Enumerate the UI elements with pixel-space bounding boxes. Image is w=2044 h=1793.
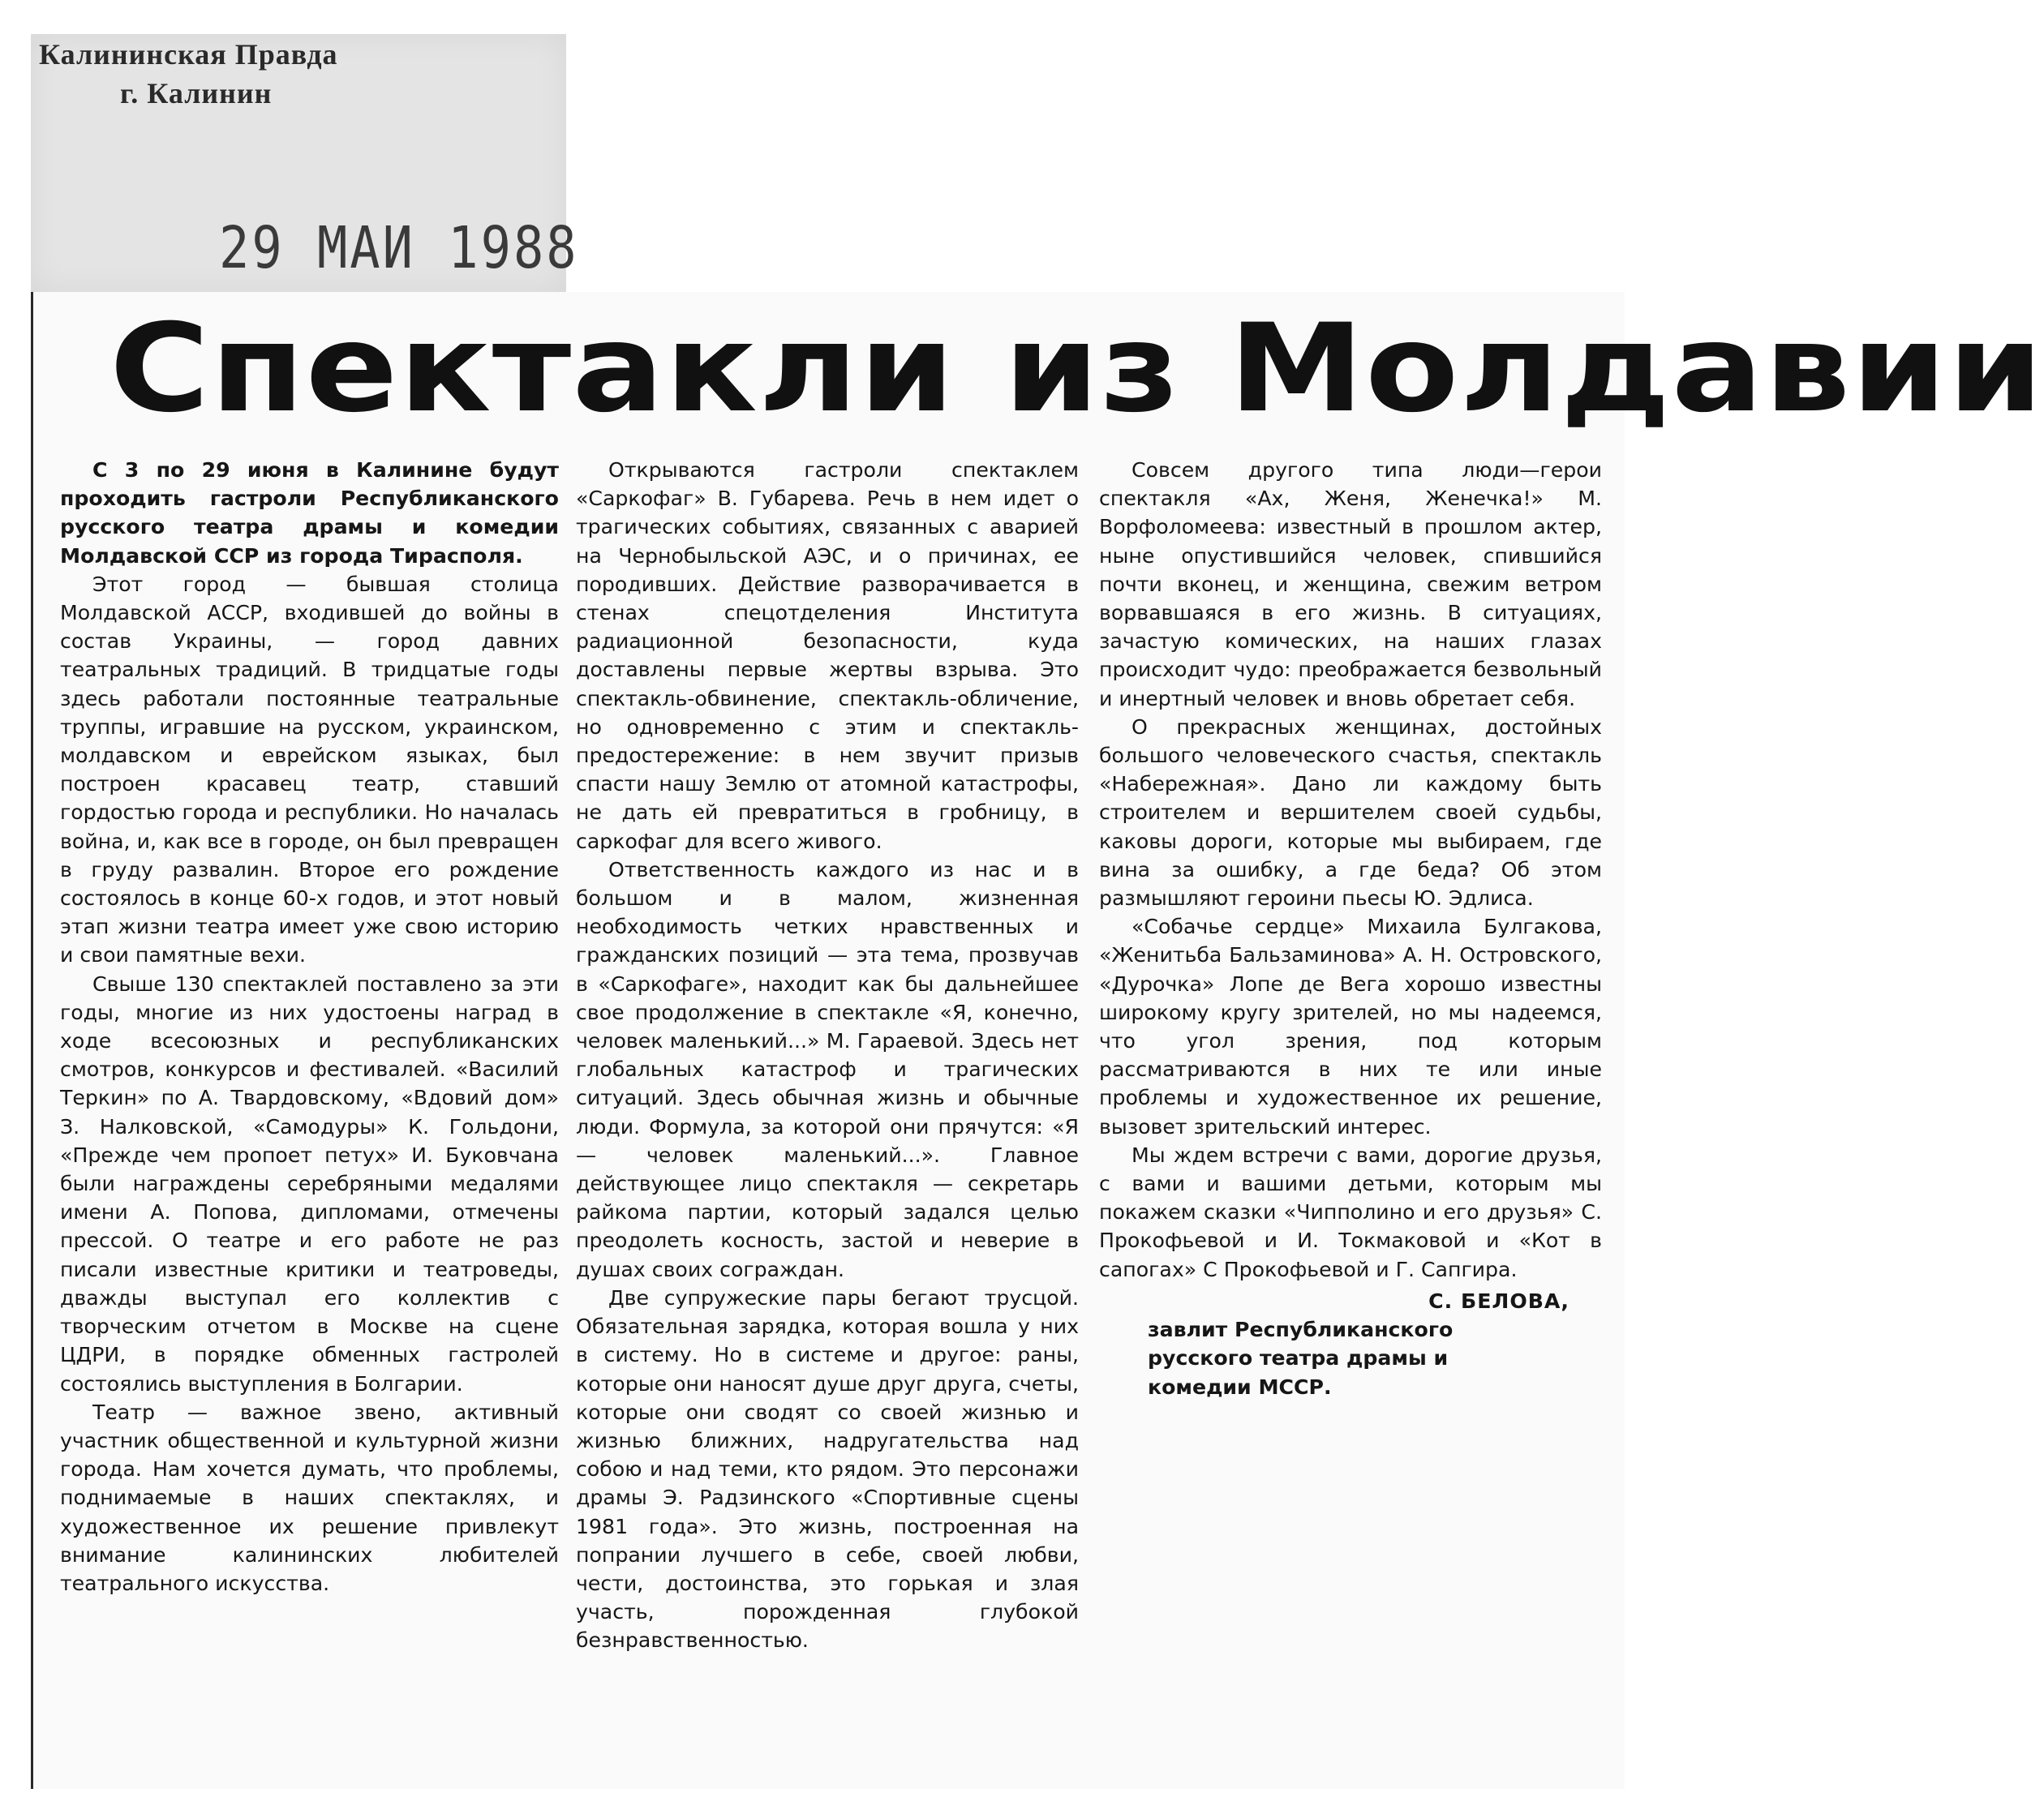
article-paragraph: Ответственность каждого из нас и в большом и в малом, жизненная необходимость четких нравственных и гражданских позиций — эта тема, прозвучав в «Саркофаге», находит как бы дальнейшее свое продолжение в спектакле «Я, конечно, человек маленький...» М. Гараевой. Здесь нет глобальных катастроф и трагических ситуаций. Здесь обычная жизнь и обычные люди. Формула, за которой они прячутся: «Я — человек маленький...». Главное действующее лицо спектакля — секретарь райкома партии, который задался целью преодолеть косность, застой и неверие в душах своих сограждан. [576, 857, 1079, 1281]
article-headline: Спектакли из Молдавии [110, 298, 2044, 440]
article-paragraph: Этот город — бывшая столица Молдавской АССР, входившей до войны в состав Украины, — город давних театральных традиций. В тридцатые годы здесь работали постоянные театральные труппы, игравшие на русском, украинском, молдавском и еврейском языках, был построен красавец театр, ставший гордостью города и республики. Но началась война, и, как все в городе, он был превращен в груду развалин. Второе его рождение состоялось в конце 60-х годов, и этот новый этап жизни театра имеет уже свою историю и свои памятные вехи. [60, 572, 559, 967]
article-paragraph: Открываются гастроли спектаклем «Саркофаг» В. Губарева. Речь в нем идет о трагических событиях, связанных с аварией на Чернобыльской АЭС, и о причинах, ее породивших. Действие разворачивается в стенах спецотделения Института радиационной безопасности, куда доставлены первые жертвы взрыва. Это спектакль-обвинение, спектакль-обличение, но одновременно с этим и спектакль-предостережение: в нем звучит призыв спасти нашу Землю от атомной катастрофы, не дать ей превратиться в гробницу, в саркофаг для всего живого. [576, 458, 1079, 853]
author-title: завлит Республиканского русского театра драмы и комедии МССР. [1148, 1318, 1454, 1399]
article-column-1 [60, 456, 559, 1598]
date-stamp: 29 МАИ 1988 [219, 213, 579, 282]
author-signature: С. БЕЛОВА, [1428, 1289, 1570, 1313]
article-paragraph: Мы ждем встречи с вами, дорогие друзья, с вами и вашими детьми, которым мы покажем сказки «Чипполино и его друзья» С. Прокофьевой и И. Токмаковой и «Кот в сапогах» С Прокофьевой и Г. Сапгира. [1099, 1143, 1602, 1281]
article-paragraph: Две супружеские пары бегают трусцой. Обязательная зарядка, которая вошла у них в систему. Но в системе и другое: раны, которые они наносят душе друг друга, счеты, которые они сводят со своей жизнью и жизнью ближних, надругательства над собою и над теми, кто рядом. Это персонажи драмы Э. Радзинского «Спортивные сцены 1981 года». Это жизнь, построенная на попрании лучшего в себе, своей любви, чести, достоинства, это горькая и злая участь, порожденная глубокой безнравственностью. [576, 1285, 1079, 1653]
article-lead: С 3 по 29 июня в Калинине будут проходить гастроли Республиканского русского театра драмы и комедии Молдавской ССР из города Тирасполя. [60, 458, 559, 568]
article-paragraph: Совсем другого типа люди—герои спектакля «Ах, Женя, Женечка!» М. Ворфоломеева: известный в прошлом актер, ныне опустившийся человек, спившийся почти вконец, и женщина, свежим ветром ворвавшаяся в его жизнь. В ситуациях, зачастую комических, на наших глазах происходит чудо: преображается безвольный и инертный человек и вновь обретает себя. [1099, 458, 1602, 710]
article-paragraph: О прекрасных женщинах, достойных большого человеческого счастья, спектакль «Набережная». Дано ли каждому быть строителем и вершителем своей судьбы, каковы дороги, которые мы выбираем, где вина за ошибку, а где беда? Об этом размышляют героини пьесы Ю. Эдлиса. [1099, 714, 1602, 911]
article-paragraph: Свыше 130 спектаклей поставлено за эти годы, многие из них удостоены наград в ходе всесоюзных и республиканских смотров, конкурсов и фестивалей. «Василий Теркин» по А. Твардовскому, «Вдовий дом» З. Налковской, «Самодуры» К. Гольдони, «Прежде чем пропоет петух» И. Буковчана были награждены серебряными медалями имени А. Попова, дипломами, отмечены прессой. О театре и его работе не раз писали известные критики и театроведы, дважды выступал его коллектив с творческим отчетом в Москве на сцене ЦДРИ, в порядке обменных гастролей состоялись выступления в Болгарии. [60, 972, 559, 1396]
publication-name: Калининская Правда [39, 38, 338, 71]
article-paragraph: Театр — важное звено, активный участник общественной и культурной жизни города. Нам хочется думать, что проблемы, поднимаемые в наших спектаклях, и художественное их решение привлекут внимание калининских любителей театрального искусства. [60, 1400, 559, 1595]
article-column-2 [576, 456, 1079, 1655]
article-column-3 [1099, 456, 1602, 1401]
publication-city: г. Калинин [120, 77, 273, 109]
article-paragraph: «Собачье сердце» Михаила Булгакова, «Женитьба Бальзаминова» А. Н. Островского, «Дурочка» Лопе де Вега хорошо известны широкому кругу зрителей, но мы надеемся, что угол зрения, под которым рассматриваются в них те или иные проблемы и художественное их решение, вызовет зрительский интерес. [1099, 915, 1602, 1139]
